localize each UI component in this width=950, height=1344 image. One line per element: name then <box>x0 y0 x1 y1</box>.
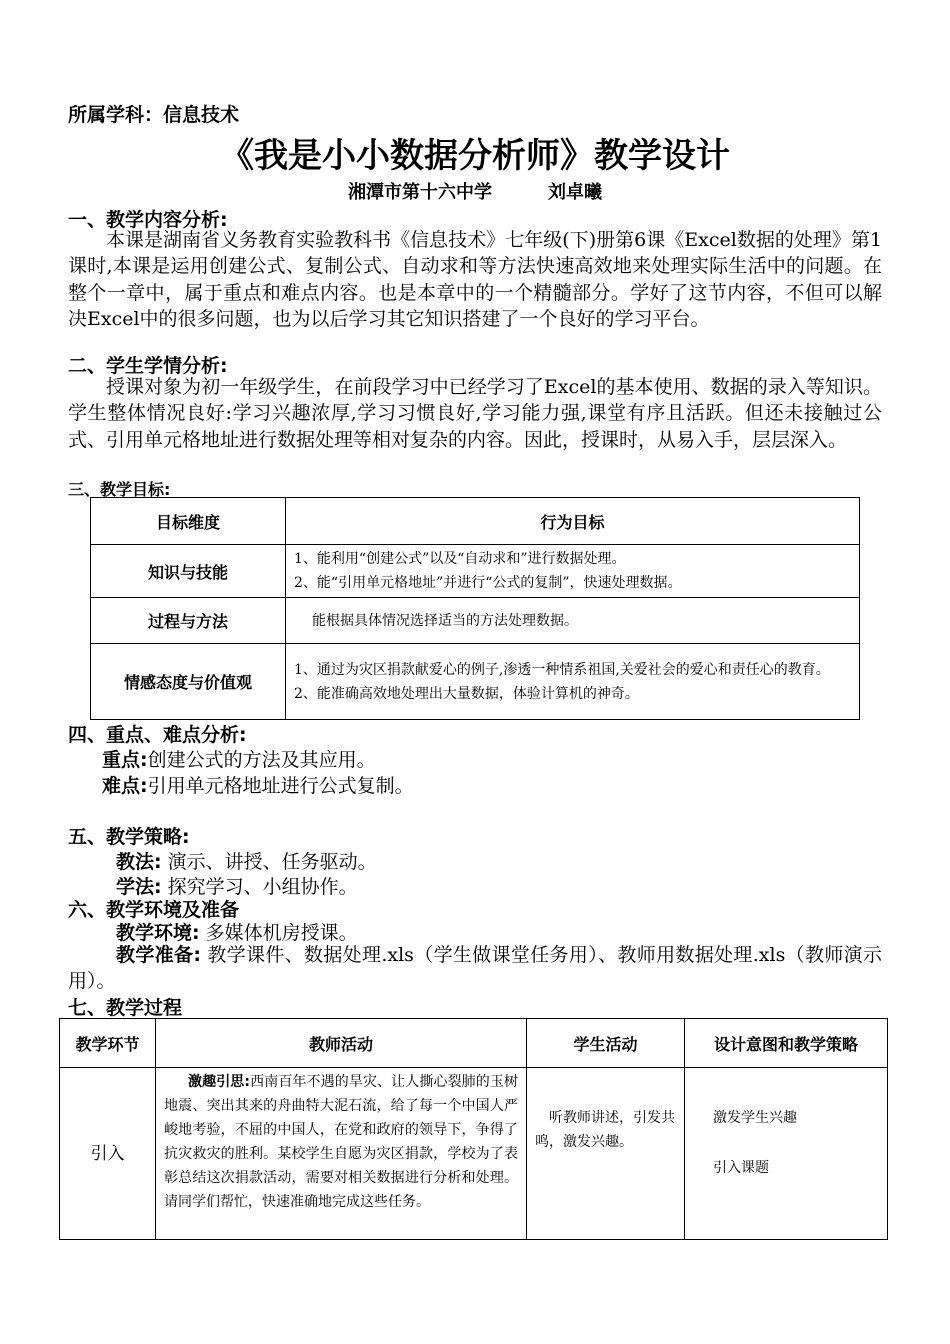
difficulty-line <box>102 771 414 798</box>
difficulty-label: 难点: <box>102 775 148 797</box>
section-1-heading: 一、教学内容分析: <box>68 209 228 231</box>
student-activity-cell: 听教师讲述，引发共鸣，激发兴趣。 <box>527 1068 685 1240</box>
design-intent-line: 激发学生兴趣 <box>713 1110 797 1126</box>
learning-method-text: 探究学习、小组协作。 <box>167 876 358 898</box>
table-header-row <box>60 1019 888 1068</box>
difficulty-text: 引用单元格地址进行公式复制。 <box>147 775 414 797</box>
column-header: 设计意图和教学策略 <box>685 1019 888 1068</box>
teacher-activity-cell <box>156 1068 527 1240</box>
objective-goals <box>286 644 860 720</box>
table-row <box>91 598 860 644</box>
teaching-method-line <box>116 847 377 874</box>
column-header: 目标维度 <box>91 498 286 545</box>
environment-label: 教学环境: <box>116 922 200 944</box>
design-intent-line: 引入课题 <box>713 1160 769 1176</box>
section-7-heading: 七、教学过程 <box>68 997 183 1019</box>
objective-dimension: 知识与技能 <box>91 545 286 598</box>
key-point-text: 创建公式的方法及其应用。 <box>147 749 376 771</box>
environment-text: 多媒体机房授课。 <box>205 922 358 944</box>
preparation-text: 教学课件、数据处理.xls（学生做课堂任务用）、教师用数据处理.xls（教师演示用）。 <box>68 944 882 992</box>
environment-line <box>116 918 358 945</box>
table-row <box>60 1068 888 1240</box>
teacher-activity-text: 西南百年不遇的旱灾、让人撕心裂肺的玉树地震、突出其来的舟曲特大泥石流，给了每一个中国人严峻地考验，不屈的中国人，在党和政府的领导下，争得了抗灾救灾的胜利。某校学生自愿为灾区捐款，学校为了表彰总结这次捐款活动，需要对相关数据进行分析和处理。请同学们帮忙，快速准确地完成这些任务。 <box>164 1074 518 1210</box>
learning-method-label: 学法: <box>116 876 162 898</box>
table-header-row <box>91 498 860 545</box>
author-name: 刘卓曦 <box>548 182 602 203</box>
objective-dimension: 过程与方法 <box>91 598 286 644</box>
stage-cell: 引入 <box>60 1068 156 1240</box>
goal-line: 能根据具体情况选择适当的方法处理数据。 <box>312 612 578 629</box>
goal-line: 2、能准确高效地处理出大量数据，体验计算机的神奇。 <box>294 685 639 702</box>
table-row <box>91 545 860 598</box>
teaching-method-label: 教法: <box>116 851 162 873</box>
preparation-paragraph <box>68 942 882 994</box>
goal-line: 1、能利用“创建公式”以及“自动求和”进行数据处理。 <box>294 551 626 567</box>
objective-dimension: 情感态度与价值观 <box>91 644 286 720</box>
column-header: 学生活动 <box>527 1019 685 1068</box>
section-2-heading: 二、学生学情分析: <box>68 355 228 377</box>
design-intent-cell <box>685 1068 888 1240</box>
byline <box>0 178 950 204</box>
preparation-label: 教学准备: <box>116 944 201 966</box>
objective-goals <box>286 598 860 644</box>
school-name: 湘潭市第十六中学 <box>348 182 492 203</box>
column-header: 教师活动 <box>156 1019 527 1068</box>
objectives-table <box>90 497 860 720</box>
objective-goals <box>286 545 860 598</box>
section-6-heading: 六、教学环境及准备 <box>68 899 240 921</box>
key-point-line <box>102 745 376 772</box>
subject-line: 所属学科：信息技术 <box>68 104 240 126</box>
goal-line: 1、通过为灾区捐款献爱心的例子,渗透一种情系祖国,关爱社会的爱心和责任心的教育。 <box>294 661 830 678</box>
teaching-method-text: 演示、讲授、任务驱动。 <box>167 851 377 873</box>
teacher-activity-label: 激趣引思: <box>188 1074 251 1090</box>
section-2-text: 授课对象为初一年级学生，在前段学习中已经学习了Excel的基本使用、数据的录入等知识。学生整体情况良好:学习兴趣浓厚,学习习惯良好,学习能力强,课堂有序且活跃。但还未接触过公式、引用单元格地址进行数据处理等相对复杂的内容。因此，授课时，从易入手，层层深入。 <box>68 376 882 451</box>
document-title: 《我是小小数据分析师》教学设计 <box>220 136 730 176</box>
section-3-heading: 三、教学目标: <box>68 480 171 499</box>
goal-line: 2、能“引用单元格地址”并进行“公式的复制”，快速处理数据。 <box>294 575 682 591</box>
column-header: 行为目标 <box>286 498 860 545</box>
key-point-label: 重点: <box>102 749 148 771</box>
section-5-heading: 五、教学策略: <box>68 826 190 848</box>
table-row <box>91 644 860 720</box>
column-header: 教学环节 <box>60 1019 156 1068</box>
section-4-heading: 四、重点、难点分析: <box>68 724 247 746</box>
teaching-process-table <box>59 1018 888 1240</box>
section-1-text: 本课是湖南省义务教育实验教科书《信息技术》七年级(下)册第6课《Excel数据的处理》第1课时,本课是运用创建公式、复制公式、自动求和等方法快速高效地来处理实际生活中的问题。在整个一章中，属于重点和难点内容。也是本章中的一个精髓部分。学好了这节内容，不但可以解决Excel中的很多问题，也为以后学习其它知识搭建了一个良好的学习平台。 <box>68 229 882 331</box>
